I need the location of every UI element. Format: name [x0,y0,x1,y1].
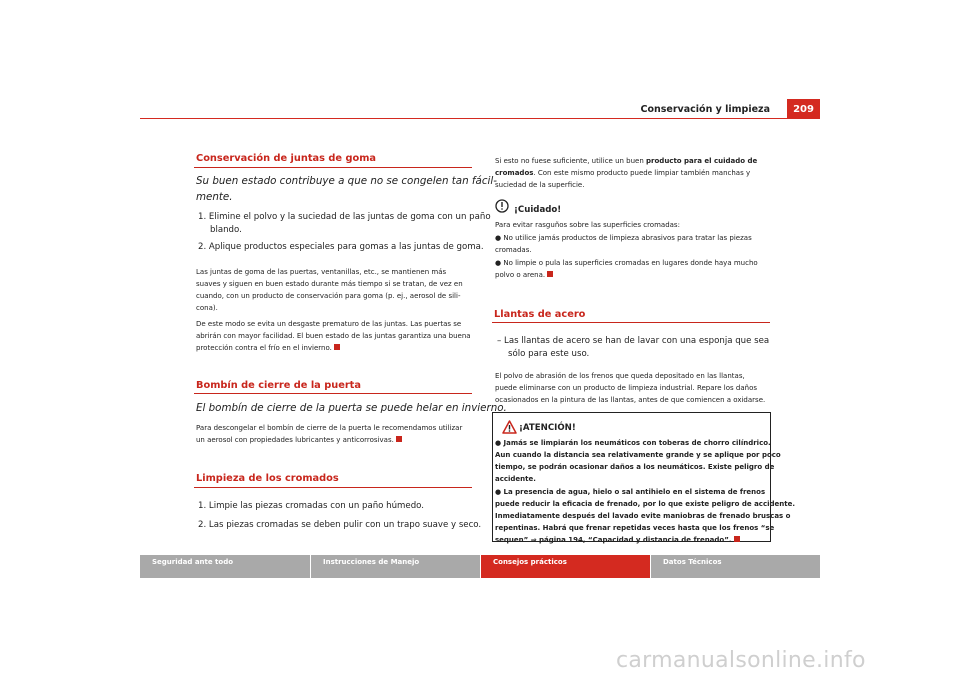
footer-tab-practical-tips[interactable]: Consejos prácticos [480,555,650,578]
heading-rule [194,487,472,488]
text-line: cromados. Con este mismo producto puede limpiar también manchas y [495,169,751,177]
text-line-end: polvo o arena. [495,270,553,282]
page-reference-link[interactable]: página 194, “Capacidad y distancia de frenado”. [536,536,732,544]
caution-title: ¡Cuidado! [514,205,562,215]
warning-title: ¡ATENCIÓN! [519,423,576,433]
text-line: Las juntas de goma de las puertas, ventanillas, etc., se mantienen más [196,268,447,276]
text-line: tiempo, se podrán ocasionar daños a los neumáticos. Existe peligro de [495,463,775,471]
page-header-title: Conservación y limpieza [640,104,770,115]
lead-line: El bombín de cierre de la puerta se puede helar en invierno. [196,402,507,414]
text-line: cuando, con un producto de conservación para goma (p. ej., aerosol de sili- [196,292,461,300]
lead-line: mente. [196,191,233,203]
bullet-icon: ● [495,234,502,242]
arrow-icon: ⇒ [530,536,537,544]
step-1: 1. Elimine el polvo y la suciedad de las juntas de goma con un paño [198,212,491,222]
footer-tab-safety[interactable]: Seguridad ante todo [140,555,310,578]
step-1-cont: blando. [210,225,242,235]
heading-steel-wheels: Llantas de acero [494,309,586,320]
bullet-line: ● La presencia de agua, hielo o sal antihielo en el sistema de frenos [495,488,766,496]
page-number: 209 [787,99,820,119]
text-line: suciedad de la superficie. [495,181,585,189]
bullet-icon: ● [495,439,502,447]
heading-rule [194,167,472,168]
text-line: El polvo de abrasión de los frenos que queda depositado en las llantas, [495,372,745,380]
bullet-icon: ● [495,488,502,496]
step-dash: – Las llantas de acero se han de lavar con una esponja que sea [497,336,770,346]
header-rule [140,118,820,119]
text-line: abrirán con mayor facilidad. El buen estado de las juntas garantiza una buena [196,332,471,340]
end-mark-icon [334,344,340,350]
end-mark-icon [547,271,553,277]
heading-rule [492,322,770,323]
text-line: Para descongelar el bombín de cierre de la puerta le recomendamos utilizar [196,424,463,432]
text-line-end: sequen” ⇒ página 194, “Capacidad y distancia de frenado”. [495,535,740,547]
text-line: puede reducir la eficacia de frenado, por lo que existe peligro de accidente. [495,500,795,508]
heading-rule [194,393,472,394]
step-dash-cont: sólo para este uso. [508,349,590,359]
lead-line: Su buen estado contribuye a que no se congelen tan fácil- [196,175,497,187]
text-line: Para evitar rasguños sobre las superficies cromadas: [495,221,680,229]
step-1: 1. Limpie las piezas cromadas con un paño húmedo. [198,501,425,511]
heading-door-lock: Bombín de cierre de la puerta [196,380,361,391]
caution-icon [495,198,509,212]
text-line: cona). [196,304,218,312]
text-line: accidente. [495,475,536,483]
text-line: puede eliminarse con un producto de limpieza industrial. Repare los daños [495,384,757,392]
step-2: 2. Las piezas cromadas se deben pulir con un trapo suave y seco. [198,520,482,530]
text-line: De este modo se evita un desgaste prematuro de las juntas. Las puertas se [196,320,462,328]
heading-chrome: Limpieza de los cromados [196,473,339,484]
text-line-end: protección contra el frío en el invierno. [196,343,340,355]
heading-rubber-seals: Conservación de juntas de goma [196,153,377,164]
step-2: 2. Aplique productos especiales para gomas a las juntas de goma. [198,242,484,252]
bullet-line: ● No utilice jamás productos de limpieza abrasivos para tratar las piezas [495,234,752,242]
end-mark-icon [396,436,402,442]
bullet-line: ● Jamás se limpiarán los neumáticos con toberas de chorro cilíndrico. [495,439,771,447]
bullet-icon: ● [495,259,502,267]
text-line: repentinas. Habrá que frenar repetidas veces hasta que los frenos “se [495,524,775,532]
footer-tab-technical-data[interactable]: Datos Técnicos [650,555,820,578]
text-line-end: un aerosol con propiedades lubricantes y anticorrosivas. [196,435,402,447]
text-line: Si esto no fuese suficiente, utilice un buen producto para el cuidado de [495,157,758,165]
text-line: Inmediatamente después del lavado evite maniobras de frenado bruscas o [495,512,791,520]
text-line: cromadas. [495,246,532,254]
warning-triangle-icon [502,419,517,433]
end-mark-icon [734,536,740,542]
footer-tab-operating[interactable]: Instrucciones de Manejo [310,555,480,578]
text-line: ocasionados en la pintura de las llantas, antes de que comiencen a oxidarse. [495,396,766,404]
bullet-line: ● No limpie o pula las superficies cromadas en lugares donde haya mucho [495,259,758,267]
text-line: suaves y siguen en buen estado durante más tiempo si se tratan, de vez en [196,280,463,288]
watermark: carmanualsonline.info [616,648,866,673]
text-line: Aun cuando la distancia sea relativamente grande y se aplique por poco [495,451,781,459]
